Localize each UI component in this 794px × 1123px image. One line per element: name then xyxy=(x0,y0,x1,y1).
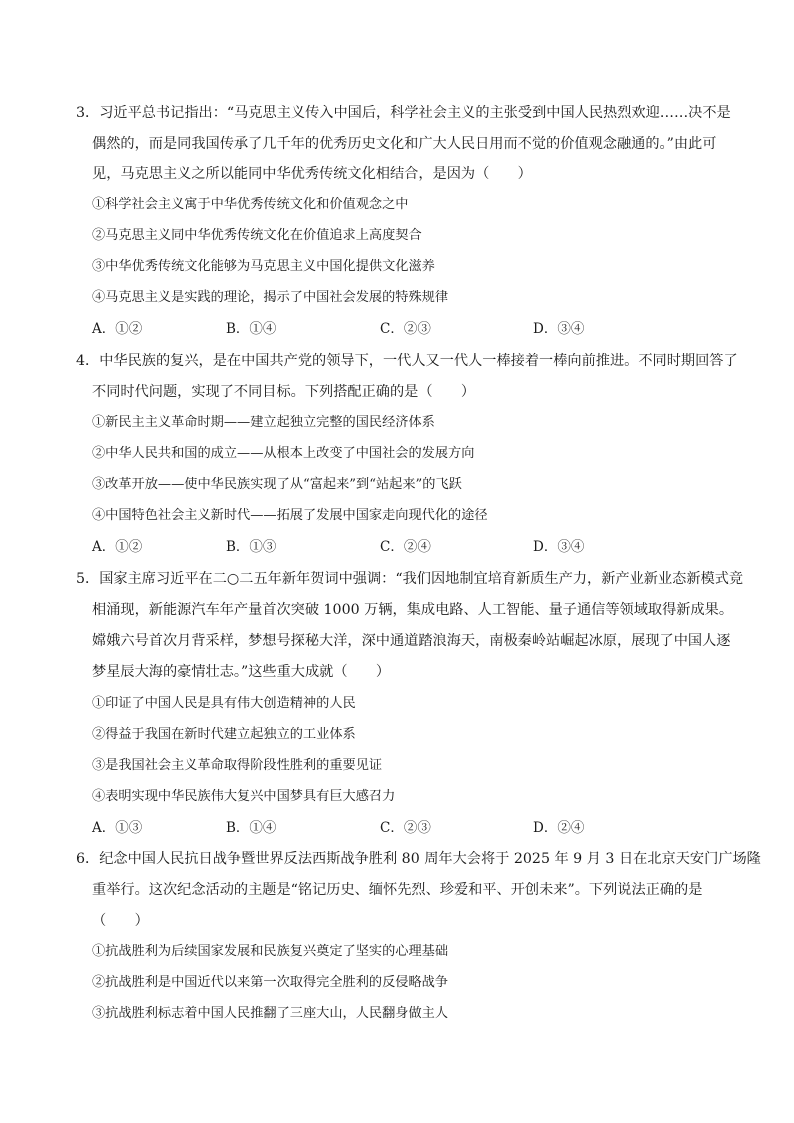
question-5-choice-b[interactable]: B．①④ xyxy=(226,820,277,836)
question-4-line-1: 4．中华民族的复兴，是在中国共产党的领导下，一代人又一代人一棒接着一棒向前推进。不同时期回答了 xyxy=(76,353,738,369)
question-5-line-1: 5．国家主席习近平在二○二五年新年贺词中强调：“我们因地制宜培育新质生产力，新产业新业态新模式竞 xyxy=(76,571,744,587)
question-5-choice-d[interactable]: D．②④ xyxy=(533,820,585,836)
question-6-line-1: 6．纪念中国人民抗日战争暨世界反法西斯战争胜利 80 周年大会将于 2025 年 9 月 3 日在北京天安门广场隆 xyxy=(76,851,761,867)
question-3-option-3: ③中华优秀传统文化能够为马克思主义中国化提供文化滋养 xyxy=(92,259,435,274)
question-4-line-2: 不同时代问题，实现了不同目标。下列搭配正确的是（ ） xyxy=(92,384,476,400)
question-6-option-2: ②抗战胜利是中国近代以来第一次取得完全胜利的反侵略战争 xyxy=(92,975,449,990)
question-5-option-1: ①印证了中国人民是具有伟大创造精神的人民 xyxy=(92,696,356,711)
question-4-option-1: ①新民主主义革命时期——建立起独立完整的国民经济体系 xyxy=(92,415,435,430)
question-3-choice-d[interactable]: D．③④ xyxy=(533,321,585,337)
question-5-option-2: ②得益于我国在新时代建立起独立的工业体系 xyxy=(92,727,356,742)
question-3-line-2: 偶然的，而是同我国传承了几千年的优秀历史文化和广大人民日用而不觉的价值观念融通的。”由此可 xyxy=(92,136,717,152)
question-5-option-4: ④表明实现中华民族伟大复兴中国梦具有巨大感召力 xyxy=(92,789,396,804)
question-6-option-3: ③抗战胜利标志着中国人民推翻了三座大山，人民翻身做主人 xyxy=(92,1006,449,1021)
question-3-choice-c[interactable]: C．②③ xyxy=(380,321,431,337)
question-5-line-2: 相涌现，新能源汽车年产量首次突破 1000 万辆，集成电路、人工智能、量子通信等领域取得新成果。 xyxy=(92,602,734,618)
question-3-line-1: 3．习近平总书记指出：“马克思主义传入中国后，科学社会主义的主张受到中国人民热烈欢迎……决不是 xyxy=(76,105,731,121)
question-3-choice-a[interactable]: A．①② xyxy=(92,321,143,337)
question-5-line-4: 梦星辰大海的豪情壮志。”这些重大成就（ ） xyxy=(92,664,391,680)
question-6-line-2: 重举行。这次纪念活动的主题是“铭记历史、缅怀先烈、珍爱和平、开创未来”。下列说法正确的是 xyxy=(92,882,703,898)
question-6-option-1: ①抗战胜利为后续国家发展和民族复兴奠定了坚实的心理基础 xyxy=(92,944,449,959)
question-4-option-4: ④中国特色社会主义新时代——拓展了发展中国家走向现代化的途径 xyxy=(92,508,488,523)
question-3-option-2: ②马克思主义同中华优秀传统文化在价值追求上高度契合 xyxy=(92,228,422,243)
question-5-choice-c[interactable]: C．②③ xyxy=(380,820,431,836)
question-4-option-3: ③改革开放——使中华民族实现了从“富起来”到“站起来”的飞跃 xyxy=(92,477,462,492)
question-4-choice-d[interactable]: D．③④ xyxy=(533,539,585,555)
question-3-option-4: ④马克思主义是实践的理论，揭示了中国社会发展的特殊规律 xyxy=(92,290,449,305)
question-4-option-2: ②中华人民共和国的成立——从根本上改变了中国社会的发展方向 xyxy=(92,446,475,461)
question-5-option-3: ③是我国社会主义革命取得阶段性胜利的重要见证 xyxy=(92,758,383,773)
question-4-choice-a[interactable]: A．①② xyxy=(92,539,143,555)
question-3-choice-b[interactable]: B．①④ xyxy=(226,321,277,337)
question-5-line-3: 嫦娥六号首次月背采样，梦想号探秘大洋，深中通道踏浪海天，南极秦岭站崛起冰原，展现了中国人逐 xyxy=(92,633,731,649)
question-3-line-3: 见，马克思主义之所以能同中华优秀传统文化相结合，是因为（ ） xyxy=(92,166,532,182)
question-5-choice-a[interactable]: A．①③ xyxy=(92,820,143,836)
question-4-choice-c[interactable]: C．②④ xyxy=(380,539,431,555)
question-4-choice-b[interactable]: B．①③ xyxy=(226,539,277,555)
question-3-option-1: ①科学社会主义寓于中华优秀传统文化和价值观念之中 xyxy=(92,197,409,212)
question-6-line-3: （ ） xyxy=(92,913,149,929)
